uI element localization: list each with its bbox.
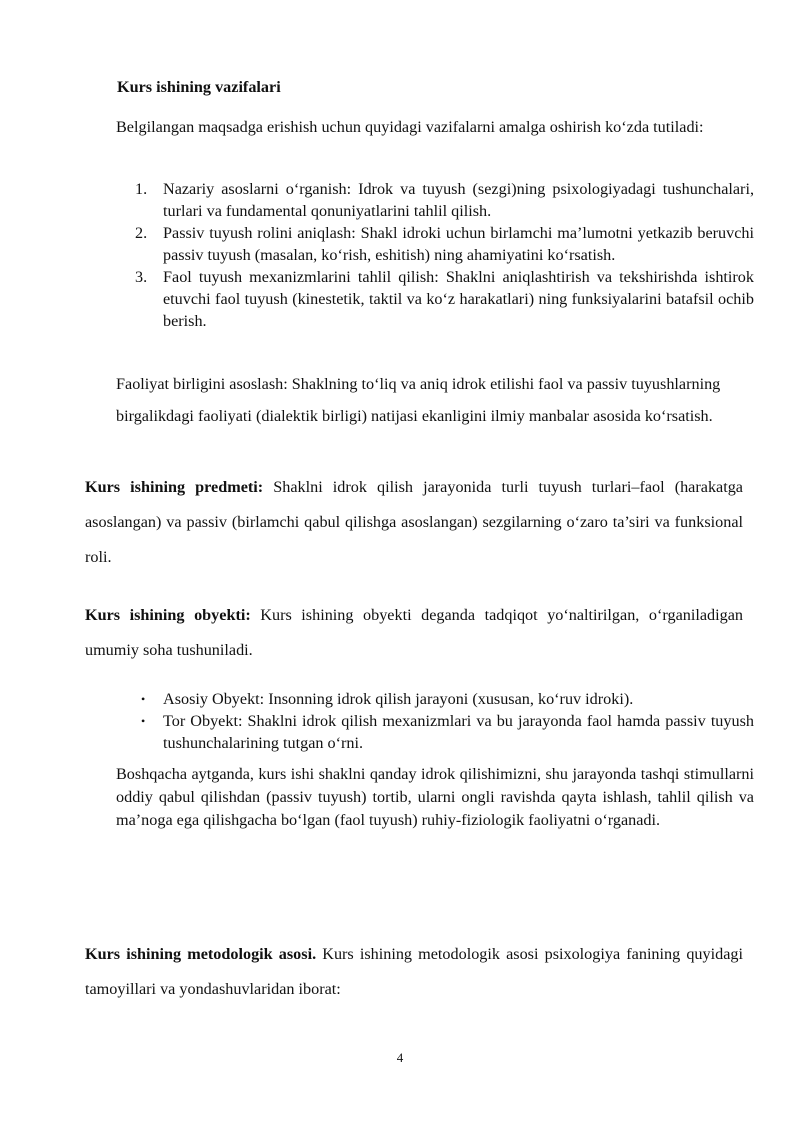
obyekt-paragraph: Kurs ishining obyekti: Kurs ishining obyekti deganda tadqiqot yoʻnaltirilgan, oʻrganiladigan umumiy soha tushuniladi. [85,606,743,659]
list-item: 3. Faol tuyush mexanizmlarini tahlil qilish: Shaklni aniqlashtirish va tekshirishda ishtirok etuvchi faol tuyush (kinestetik, taktil va koʻz harakatlari) ning funksiyalarini batafsil ochib berish. [135,268,754,330]
objects-list [141,688,754,754]
faoliyat-paragraph: Faoliyat birligini asoslash: Shaklning toʻliq va aniq idrok etilishi faol va passiv tuyushlarning birgalikdagi faoliyati (dialektik birligi) natijasi ekanligini ilmiy manbalar asosida koʻrsatish. [116,375,721,425]
tasks-list [135,178,754,332]
section-heading-vazifalari: Kurs ishining vazifalari [117,78,281,96]
bullet-icon: • [141,692,146,706]
predmet-paragraph: Kurs ishining predmeti: Shaklni idrok qilish jarayonida turli tuyush turlari–faol (harakatga asoslangan) va passiv (birlamchi qabul qilishga asoslangan) sezgilarning oʻzaro ta’siri va funksional roli. [85,478,743,566]
intro-paragraph: Belgilangan maqsadga erishish uchun quyidagi vazifalarni amalga oshirish koʻzda tutiladi: [116,118,704,136]
obyekt-label: Kurs ishining obyekti: [85,606,251,624]
predmet-label: Kurs ishining predmeti: [85,478,264,496]
boshqacha-paragraph: Boshqacha aytganda, kurs ishi shaklni qanday idrok qilishimizni, shu jarayonda tashqi stimullarni oddiy qabul qilishdan (passiv tuyush) tortib, ularni ongli ravishda qayta ishlash, tahlil qilish va ma’noga ega qilishgacha boʻlgan (faol tuyush) ruhiy-fiziologik faoliyatni oʻrganadi. [116,765,754,829]
metod-label: Kurs ishining metodologik asosi. [85,945,317,963]
list-item: 1. Nazariy asoslarni oʻrganish: Idrok va tuyush (sezgi)ning psixologiyadagi tushunchalari, turlari va fundamental qonuniyatlarini tahlil qilish. [135,180,754,220]
metodologik-paragraph: Kurs ishining metodologik asosi. Kurs ishining metodologik asosi psixologiya fanining quyidagi tamoyillari va yondashuvlaridan iborat: [85,945,743,998]
list-item: 2. Passiv tuyush rolini aniqlash: Shakl idroki uchun birlamchi maʼlumotni yetkazib beruvchi passiv tuyush (masalan, koʻrish, eshitish) ning ahamiyatini koʻrsatish. [135,224,754,264]
page-number: 4 [396,1050,404,1065]
list-item: • Asosiy Obyekt: Insonning idrok qilish jarayoni (xususan, koʻruv idroki). [141,690,634,708]
bullet-icon: • [141,714,146,728]
list-item: • Tor Obyekt: Shaklni idrok qilish mexanizmlari va bu jarayonda faol hamda passiv tuyush tushunchalarining tutgan oʻrni. [141,712,754,752]
